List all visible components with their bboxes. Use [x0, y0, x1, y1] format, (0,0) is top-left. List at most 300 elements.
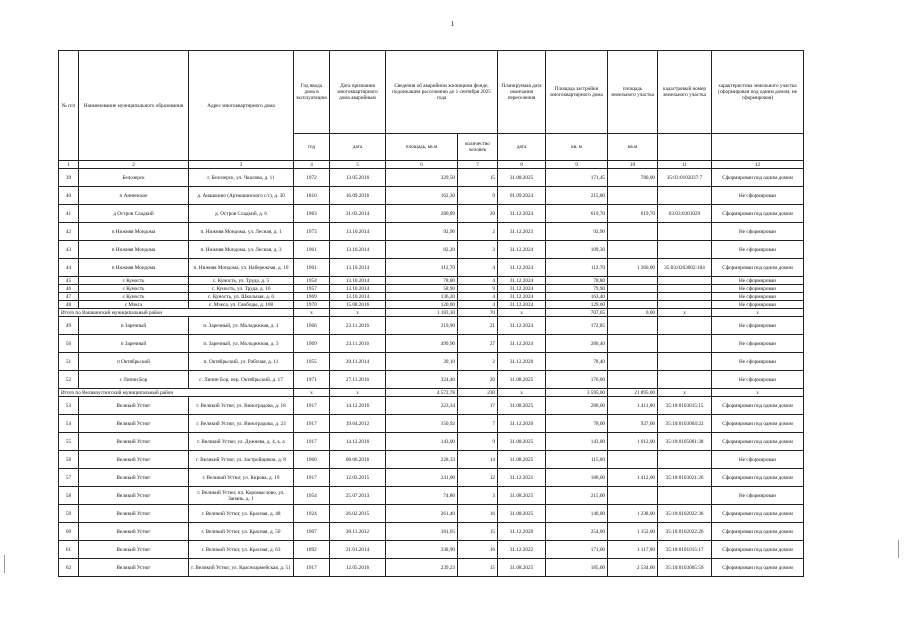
- land-status-cell: Сформирован под одним домом: [712, 169, 804, 187]
- area-cell: 143,00: [386, 433, 458, 451]
- year-cell: 1954: [294, 487, 330, 505]
- row-number: 62: [59, 559, 79, 577]
- cadastral-cell: [658, 293, 712, 301]
- address-cell: п. Нижняя Мондома, ул. Лесная, д. 3: [189, 241, 294, 259]
- land-status-cell: Не сформирован: [712, 277, 804, 285]
- address-cell: г. Великий Устюг, пл. Коромыслово, ул. Запань, д. 1: [189, 487, 294, 505]
- building-area-cell: 112,70: [546, 259, 608, 277]
- year-cell: 1969: [294, 293, 330, 301]
- people-cell: 14: [458, 451, 498, 469]
- summary-planned-date-cell: x: [498, 389, 546, 397]
- emergency-date-cell: 13.10.2014: [330, 259, 386, 277]
- planned-date-cell: 01.09.2024: [498, 187, 546, 205]
- table-row: [59, 559, 804, 577]
- people-cell: 9: [458, 187, 498, 205]
- row-number: 40: [59, 187, 79, 205]
- cadastral-cell: 35:10:0102022:26: [658, 523, 712, 541]
- area-cell: 319,90: [386, 317, 458, 335]
- summary-building-area-cell: 707,65: [546, 309, 608, 317]
- building-area-cell: 215,00: [546, 487, 608, 505]
- planned-date-cell: 31.12.2022: [498, 541, 546, 559]
- cadastral-cell: 35:03:0102037:7: [658, 169, 712, 187]
- municipality-cell: п Октябрьский: [79, 353, 189, 371]
- planned-date-cell: 31.08.2025: [498, 559, 546, 577]
- land-status-cell: Не сформирован: [712, 335, 804, 353]
- planned-date-cell: 31.08.2025: [498, 397, 546, 415]
- people-cell: 4: [458, 301, 498, 309]
- land-area-cell: [608, 223, 658, 241]
- address-cell: г. Белозерск, ул. Чкалова, д. 11: [189, 169, 294, 187]
- emergency-date-cell: 13.05.2016: [330, 169, 386, 187]
- column-number: 11: [658, 161, 712, 169]
- unit-cadastral-empty: [658, 134, 712, 161]
- address-cell: п. Нижняя Мондома, ул. Лесная, д. 1: [189, 223, 294, 241]
- column-number: 5: [330, 161, 386, 169]
- year-cell: 1917: [294, 397, 330, 415]
- building-area-cell: 78,00: [546, 415, 608, 433]
- year-cell: 1907: [294, 523, 330, 541]
- emergency-date-cell: 13.10.2014: [330, 277, 386, 285]
- people-cell: 9: [458, 433, 498, 451]
- land-status-cell: Не сформирован: [712, 293, 804, 301]
- land-area-cell: [608, 285, 658, 293]
- table-row: [59, 335, 804, 353]
- year-cell: 1917: [294, 559, 330, 577]
- summary-year-cell: x: [294, 309, 330, 317]
- land-status-cell: Не сформирован: [712, 371, 804, 389]
- year-cell: 1954: [294, 277, 330, 285]
- area-cell: 78,80: [386, 277, 458, 285]
- summary-label: Итого по Великоустюгский муниципальный район: [59, 389, 294, 397]
- municipality-cell: с Куность: [79, 293, 189, 301]
- land-area-cell: 1 412,00: [608, 469, 658, 487]
- year-cell: 1961: [294, 259, 330, 277]
- people-cell: 20: [458, 371, 498, 389]
- row-number: 57: [59, 469, 79, 487]
- people-cell: 7: [458, 415, 498, 433]
- address-cell: г. Великий Устюг, ул. Застройщиков, д. 8: [189, 451, 294, 469]
- land-status-cell: Не сформирован: [712, 241, 804, 259]
- municipality-cell: п Анненское: [79, 187, 189, 205]
- address-cell: г. Великий Устюг, ул. Красная, д. 48: [189, 505, 294, 523]
- people-cell: 17: [458, 397, 498, 415]
- table-row: [59, 259, 804, 277]
- table-row: [59, 187, 804, 205]
- address-cell: п. Заречный, ул. Молодежная, д. 3: [189, 335, 294, 353]
- land-area-cell: 1 411,00: [608, 397, 658, 415]
- land-area-cell: [608, 241, 658, 259]
- cadastral-cell: [658, 335, 712, 353]
- summary-year-cell: x: [294, 389, 330, 397]
- summary-planned-date-cell: x: [498, 309, 546, 317]
- planned-date-cell: 31.12.2024: [498, 259, 546, 277]
- table-row: [59, 505, 804, 523]
- area-cell: 280,89: [386, 205, 458, 223]
- column-number: 6: [386, 161, 458, 169]
- column-number: 10: [608, 161, 658, 169]
- table-row: [59, 285, 804, 293]
- municipality-cell: Великий Устюг: [79, 505, 189, 523]
- cadastral-cell: [658, 451, 712, 469]
- land-area-cell: 1 360,00: [608, 259, 658, 277]
- cadastral-cell: 35:10:0103005:59: [658, 559, 712, 577]
- land-status-cell: Не сформирован: [712, 187, 804, 205]
- summary-people-cell: 230: [458, 389, 498, 397]
- area-cell: 58,90: [386, 285, 458, 293]
- table-row: [59, 353, 804, 371]
- column-number: 3: [189, 161, 294, 169]
- planned-date-cell: 31.12.2024: [498, 335, 546, 353]
- area-cell: 329,50: [386, 169, 458, 187]
- table-row: [59, 487, 804, 505]
- area-cell: 241,00: [386, 469, 458, 487]
- binding-mark-left: [4, 555, 5, 573]
- table-row: [59, 415, 804, 433]
- year-cell: 1973: [294, 223, 330, 241]
- row-number: 54: [59, 415, 79, 433]
- land-status-cell: Сформирован под одним домом: [712, 469, 804, 487]
- land-area-cell: [608, 335, 658, 353]
- people-cell: 15: [458, 523, 498, 541]
- land-status-cell: Сформирован под одним домом: [712, 259, 804, 277]
- building-area-cell: 172,85: [546, 317, 608, 335]
- building-area-cell: 280,40: [546, 335, 608, 353]
- summary-building-area-cell: 3 595,00: [546, 389, 608, 397]
- area-cell: 39,10: [386, 353, 458, 371]
- year-cell: 1924: [294, 505, 330, 523]
- planned-date-cell: 31.12.2020: [498, 415, 546, 433]
- cadastral-cell: 35:10:0103004:22: [658, 415, 712, 433]
- table-header: [59, 51, 804, 169]
- cadastral-cell: 35:10:0102022:36: [658, 505, 712, 523]
- land-area-cell: [608, 293, 658, 301]
- table-row: [59, 277, 804, 285]
- area-cell: 92,90: [386, 223, 458, 241]
- cadastral-cell: 03:03:0301029: [658, 205, 712, 223]
- area-cell: 239,23: [386, 559, 458, 577]
- people-cell: 15: [458, 169, 498, 187]
- people-cell: 20: [458, 205, 498, 223]
- people-cell: 2: [458, 353, 498, 371]
- column-number: 12: [712, 161, 804, 169]
- cadastral-cell: [658, 301, 712, 309]
- table-row: [59, 469, 804, 487]
- planned-date-cell: 31.12.2020: [498, 353, 546, 371]
- table-row: [59, 451, 804, 469]
- address-cell: с. Липин Бор, пер. Октябрьский, д. 17: [189, 371, 294, 389]
- column-number: 9: [546, 161, 608, 169]
- emergency-date-cell: 13.10.2014: [330, 223, 386, 241]
- table-row: [59, 223, 804, 241]
- area-cell: 261,40: [386, 505, 458, 523]
- municipality-cell: д Остров Сладкий: [79, 205, 189, 223]
- building-area-cell: 176,00: [546, 371, 608, 389]
- table-row: [59, 169, 804, 187]
- cadastral-cell: [658, 285, 712, 293]
- cadastral-cell: 35:10:0101015:17: [658, 541, 712, 559]
- address-cell: г. Великий Устюг, ул. Красная, д. 63: [189, 541, 294, 559]
- emergency-date-cell: 14.12.2016: [330, 397, 386, 415]
- land-area-cell: [608, 317, 658, 335]
- emergency-date-cell: 31.03.2014: [330, 205, 386, 223]
- planned-date-cell: 31.12.2021: [498, 469, 546, 487]
- planned-date-cell: 31.08.2025: [498, 371, 546, 389]
- table-row: [59, 205, 804, 223]
- emergency-date-cell: 23.11.2016: [330, 335, 386, 353]
- land-area-cell: [608, 487, 658, 505]
- unit-status-empty: [712, 134, 804, 161]
- planned-date-cell: 31.08.2025: [498, 169, 546, 187]
- address-cell: п. Октябрьский, ул. Рабочая, д. 11: [189, 353, 294, 371]
- table-row: [59, 433, 804, 451]
- people-cell: 16: [458, 505, 498, 523]
- planned-date-cell: 31.08.2025: [498, 487, 546, 505]
- year-cell: 1960: [294, 451, 330, 469]
- planned-date-cell: 31.12.2024: [498, 241, 546, 259]
- municipality-cell: Великий Устюг: [79, 451, 189, 469]
- building-area-cell: 129,00: [546, 301, 608, 309]
- row-number: 45: [59, 277, 79, 285]
- column-number: 7: [458, 161, 498, 169]
- cadastral-cell: [658, 353, 712, 371]
- column-number: 2: [79, 161, 189, 169]
- header-land-area: площадь земельного участка: [608, 51, 658, 134]
- emergency-date-cell: 26.02.2015: [330, 505, 386, 523]
- land-area-cell: 1 238,00: [608, 505, 658, 523]
- municipality-cell: Великий Устюг: [79, 433, 189, 451]
- building-area-cell: 254,00: [546, 523, 608, 541]
- cadastral-cell: [658, 241, 712, 259]
- year-cell: 1972: [294, 169, 330, 187]
- planned-date-cell: 31.12.2024: [498, 205, 546, 223]
- row-number: 43: [59, 241, 79, 259]
- summary-label: Итого по Вашкинский муниципальный район: [59, 309, 294, 317]
- municipality-cell: Великий Устюг: [79, 487, 189, 505]
- emergency-date-cell: 12.05.2016: [330, 559, 386, 577]
- land-area-cell: 619,70: [608, 205, 658, 223]
- building-area-cell: 143,00: [546, 433, 608, 451]
- cadastral-cell: 35:10:0105001:38: [658, 433, 712, 451]
- header-emergency-fund: Сведения об аварийном жилищном фонде, подлежащем расселению до 1 сентября 2025 года: [386, 51, 498, 134]
- emergency-date-cell: 21.01.2014: [330, 541, 386, 559]
- row-number: 56: [59, 451, 79, 469]
- area-cell: 82,20: [386, 241, 458, 259]
- area-cell: 74,80: [386, 487, 458, 505]
- building-area-cell: 215,80: [546, 187, 608, 205]
- area-cell: 136,20: [386, 293, 458, 301]
- address-cell: с. Куность, ул. Труда, д. 5: [189, 277, 294, 285]
- planned-date-cell: 31.12.2023: [498, 223, 546, 241]
- summary-emergency-date-cell: x: [330, 309, 386, 317]
- row-number: 47: [59, 293, 79, 301]
- land-area-cell: 780,00: [608, 169, 658, 187]
- row-number: 42: [59, 223, 79, 241]
- people-cell: 12: [458, 469, 498, 487]
- area-cell: 112,70: [386, 259, 458, 277]
- emergency-date-cell: 27.11.2016: [330, 371, 386, 389]
- emergency-date-cell: 19.04.2012: [330, 415, 386, 433]
- table-row: [59, 541, 804, 559]
- row-number: 46: [59, 285, 79, 293]
- municipality-cell: Великий Устюг: [79, 397, 189, 415]
- emergency-date-cell: 20.11.2014: [330, 353, 386, 371]
- emergency-date-cell: 13.10.2014: [330, 285, 386, 293]
- table-row: [59, 241, 804, 259]
- land-area-cell: 927,00: [608, 415, 658, 433]
- municipality-cell: Великий Устюг: [79, 469, 189, 487]
- building-area-cell: 79,90: [546, 285, 608, 293]
- emergency-date-cell: 23.11.2016: [330, 317, 386, 335]
- building-area-cell: 180,00: [546, 469, 608, 487]
- header-year: Год ввода дома в эксплуатацию: [294, 51, 330, 134]
- land-area-cell: 1 117,00: [608, 541, 658, 559]
- land-area-cell: [608, 451, 658, 469]
- land-area-cell: [608, 353, 658, 371]
- municipality-cell: с Куность: [79, 277, 189, 285]
- emergency-date-cell: 25.07.2013: [330, 487, 386, 505]
- header-building-area: Площадь застройки многоквартирного дома: [546, 51, 608, 134]
- row-number: 48: [59, 301, 79, 309]
- land-status-cell: Не сформирован: [712, 317, 804, 335]
- row-number: 44: [59, 259, 79, 277]
- building-area-cell: 109,30: [546, 241, 608, 259]
- land-status-cell: Не сформирован: [712, 285, 804, 293]
- address-cell: г. Великий Устюг, ул. Красноармейская, д. 51: [189, 559, 294, 577]
- binding-mark-right: [898, 540, 899, 558]
- emergency-date-cell: 08.06.2016: [330, 451, 386, 469]
- summary-land-status-cell: x: [712, 389, 804, 397]
- year-cell: 1917: [294, 433, 330, 451]
- municipality-cell: п Нижняя Мондома: [79, 223, 189, 241]
- summary-cadastral-cell: x: [658, 309, 712, 317]
- building-area-cell: 185,00: [546, 559, 608, 577]
- table-row: [59, 371, 804, 389]
- planned-date-cell: 31.12.2024: [498, 301, 546, 309]
- land-area-cell: [608, 301, 658, 309]
- header-planned-date: Планируемая дата окончания переселения: [498, 51, 546, 134]
- year-cell: 1961: [294, 241, 330, 259]
- land-status-cell: Не сформирован: [712, 451, 804, 469]
- people-cell: 15: [458, 559, 498, 577]
- row-number: 58: [59, 487, 79, 505]
- municipality-cell: п Заречный: [79, 335, 189, 353]
- column-numbers-row: [59, 161, 804, 169]
- building-area-cell: 171,00: [546, 541, 608, 559]
- table-row: [59, 293, 804, 301]
- area-cell: 162,30: [386, 187, 458, 205]
- building-area-cell: 78,40: [546, 353, 608, 371]
- land-status-cell: Сформирован под одним домом: [712, 505, 804, 523]
- municipality-cell: Великий Устюг: [79, 523, 189, 541]
- summary-area-cell: 1 183,30: [386, 309, 458, 317]
- column-number: 4: [294, 161, 330, 169]
- year-cell: 1971: [294, 371, 330, 389]
- year-cell: 1970: [294, 301, 330, 309]
- cadastral-cell: [658, 487, 712, 505]
- column-number: 1: [59, 161, 79, 169]
- header-emergency-date: Дата признания многоквартирного дома аварийным: [330, 51, 386, 134]
- cadastral-cell: 35:10:0103015:15: [658, 397, 712, 415]
- header-number: № п/п: [59, 51, 79, 161]
- address-cell: г. Великий Устюг, ул. Кирова, д. 19: [189, 469, 294, 487]
- header-municipality: Наименование муниципального образования: [79, 51, 189, 161]
- building-area-cell: 619,70: [546, 205, 608, 223]
- building-area-cell: 171,45: [546, 169, 608, 187]
- municipality-cell: п Нижняя Мондома: [79, 241, 189, 259]
- row-number: 61: [59, 541, 79, 559]
- area-cell: 499,90: [386, 335, 458, 353]
- address-cell: д. Остров Сладкий, д. 6: [189, 205, 294, 223]
- land-status-cell: Сформирован под одним домом: [712, 397, 804, 415]
- building-area-cell: 280,00: [546, 397, 608, 415]
- emergency-date-cell: 13.10.2014: [330, 241, 386, 259]
- year-cell: 1983: [294, 205, 330, 223]
- address-cell: д. Анашкино (Артюшинского с/с), д. 30: [189, 187, 294, 205]
- land-status-cell: Сформирован под одним домом: [712, 523, 804, 541]
- area-cell: 323,34: [386, 397, 458, 415]
- address-cell: с. Куность, ул. Труда, д. 16: [189, 285, 294, 293]
- unit-date: дата: [330, 134, 386, 161]
- row-number: 53: [59, 397, 79, 415]
- year-cell: 1955: [294, 353, 330, 371]
- municipality-cell: с Липин Бор: [79, 371, 189, 389]
- summary-land-area-cell: 0,00: [608, 309, 658, 317]
- table-row: [59, 317, 804, 335]
- address-cell: г. Великий Устюг, ул. Красная, д. 50: [189, 523, 294, 541]
- land-area-cell: [608, 187, 658, 205]
- emergency-date-cell: 12.03.2015: [330, 469, 386, 487]
- table-row: [59, 301, 804, 309]
- emergency-date-cell: 13.10.2014: [330, 293, 386, 301]
- area-cell: 181,65: [386, 523, 458, 541]
- address-cell: п. Нижняя Мондома, ул. Набережная, д. 10: [189, 259, 294, 277]
- building-area-cell: 92,90: [546, 223, 608, 241]
- summary-land-status-cell: x: [712, 309, 804, 317]
- cadastral-cell: [658, 187, 712, 205]
- area-cell: 338,90: [386, 541, 458, 559]
- planned-date-cell: 31.12.2024: [498, 293, 546, 301]
- people-cell: 21: [458, 317, 498, 335]
- municipality-cell: Великий Устюг: [79, 415, 189, 433]
- housing-registry-table: [58, 50, 804, 577]
- municipality-cell: п Нижняя Мондома: [79, 259, 189, 277]
- area-cell: 228,33: [386, 451, 458, 469]
- address-cell: с. Мэкса, ул. Свободы, д. 108: [189, 301, 294, 309]
- people-cell: 4: [458, 277, 498, 285]
- summary-land-area-cell: 21 895,00: [608, 389, 658, 397]
- summary-emergency-date-cell: x: [330, 389, 386, 397]
- unit-people: количество человек: [458, 134, 498, 161]
- address-cell: г. Великий Устюг, ул. Виноградова, д. 23: [189, 415, 294, 433]
- year-cell: 1810: [294, 187, 330, 205]
- unit-year: год: [294, 134, 330, 161]
- land-status-cell: Сформирован под одним домом: [712, 205, 804, 223]
- unit-planned-date: дата: [498, 134, 546, 161]
- emergency-date-cell: 15.08.2016: [330, 301, 386, 309]
- address-cell: г. Великий Устюг, ул. Дежнева, д. 4, к. а: [189, 433, 294, 451]
- land-area-cell: [608, 371, 658, 389]
- people-cell: 27: [458, 335, 498, 353]
- people-cell: 4: [458, 259, 498, 277]
- year-cell: 1917: [294, 415, 330, 433]
- row-number: 59: [59, 505, 79, 523]
- people-cell: 9: [458, 285, 498, 293]
- table-body: [59, 169, 804, 577]
- year-cell: 1969: [294, 335, 330, 353]
- table-row: [59, 397, 804, 415]
- cadastral-cell: [658, 223, 712, 241]
- cadastral-cell: [658, 277, 712, 285]
